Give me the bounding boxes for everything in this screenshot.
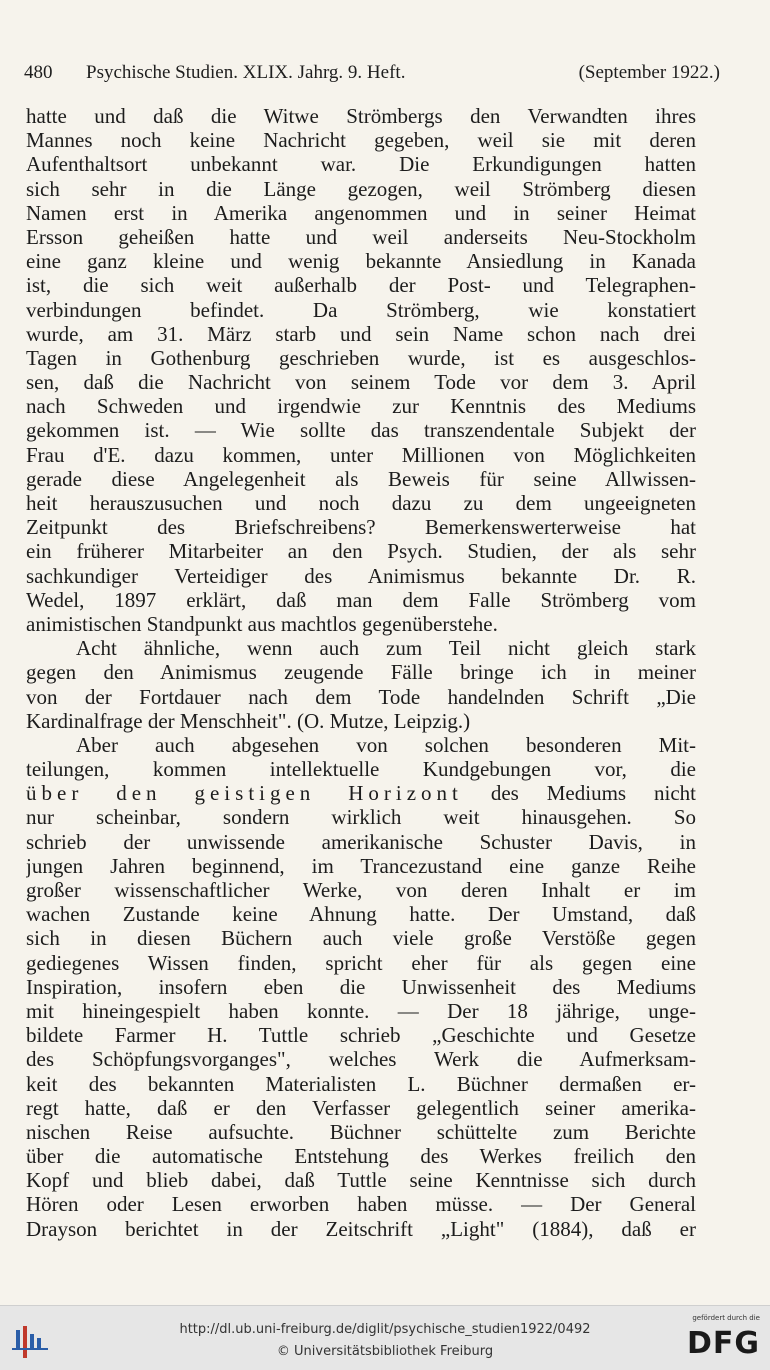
viewer-footer [0, 1305, 770, 1370]
text-line: gerade diese Angelegenheit als Beweis für seine Allwissen- [26, 466, 696, 491]
text-line: hatte und daß die Witwe Strömbergs den Verwandten ihres [26, 104, 696, 128]
running-title: Psychische Studien. XLIX. Jahrg. 9. Heft. [86, 62, 406, 83]
text-line: schrieb der unwissende amerikanische Schuster Davis, in [26, 829, 696, 854]
text-line: sachkundiger Verteidiger des Animismus bekannte Dr. R. [26, 563, 696, 588]
dfg-logo: DFG [686, 1326, 760, 1361]
text-line: nach Schweden und irgendwie zur Kenntnis des Mediums [26, 394, 696, 419]
text-line: ein früherer Mitarbeiter an den Psych. Studien, der als sehr [26, 539, 696, 564]
copyright-notice: © Universitätsbibliothek Freiburg [276, 1344, 494, 1359]
text-line: jungen Jahren beginnend, im Trancezustand eine ganze Reihe [26, 853, 696, 878]
text-line: Mannes noch keine Nachricht gegeben, weil sie mit deren [26, 128, 696, 153]
text-line-segment: des Mediums nicht [462, 781, 696, 806]
text-line: wachen Zustande keine Ahnung hatte. Der Umstand, daß [26, 902, 696, 927]
text-line: animistischen Standpunkt aus machtlos gegenüberstehe. [26, 611, 498, 636]
text-line: Kardinalfrage der Menschheit". (O. Mutze, Leipzig.) [26, 708, 471, 733]
text-line: Namen erst in Amerika angenommen und in seiner Heimat [26, 200, 696, 225]
running-header [24, 62, 744, 88]
page-number: 480 [24, 62, 53, 83]
text-line: gediegenes Wissen finden, spricht eher für als gegen eine [26, 950, 696, 975]
text-line: sich sehr in die Länge gezogen, weil Strömberg diesen [26, 176, 696, 201]
text-line: Zeitpunkt des Briefschreibens? Bemerkenswerterweise hat [26, 515, 696, 540]
text-line: Tagen in Gothenburg geschrieben wurde, ist es ausgeschlos- [26, 345, 696, 370]
text-line: Hören oder Lesen erworben haben müsse. — Der General [26, 1192, 696, 1217]
text-line: Drayson berichtet in der Zeitschrift „Light" (1884), daß er [26, 1216, 696, 1241]
issue-date: (September 1922.) [578, 62, 720, 83]
text-line: des Schöpfungsvorganges", welches Werk die Aufmerksam- [26, 1047, 696, 1072]
text-line: wurde, am 31. März starb und sein Name schon nach drei [26, 321, 696, 346]
text-line: heit herauszusuchen und noch dazu zu dem ungeeigneten [26, 491, 696, 515]
text-line: eine ganz kleine und wenig bekannte Ansiedlung in Kanada [26, 249, 696, 274]
dfg-sponsor[interactable] [680, 1314, 760, 1366]
permalink-url[interactable]: http://dl.ub.uni-freiburg.de/diglit/psychische_studien1922/0492 [179, 1322, 591, 1337]
body-text [26, 104, 696, 1241]
text-line: Kopf und blieb dabei, daß Tuttle seine Kenntnisse sich durch [26, 1168, 696, 1193]
spaced-emphasis: über den geistigen Horizont [26, 781, 463, 806]
text-line: gekommen ist. — Wie sollte das transzendentale Subjekt der [26, 418, 696, 443]
text-line: Ersson geheißen hatte und weil anderseits Neu-Stockholm [26, 224, 696, 249]
text-line: teilungen, kommen intellektuelle Kundgebungen vor, die [26, 757, 696, 782]
text-line: großer wissenschaftlicher Werke, von deren Inhalt er im [26, 878, 696, 902]
dfg-caption: gefördert durch die [692, 1314, 760, 1322]
text-line: sich in diesen Büchern auch viele große Verstöße gegen [26, 926, 696, 951]
text-line: regt hatte, daß er den Verfasser gelegentlich seiner amerika- [26, 1095, 696, 1120]
text-line [26, 781, 696, 805]
text-line: Acht ähnliche, wenn auch zum Teil nicht gleich stark [76, 636, 696, 661]
text-line: ist, die sich weit außerhalb der Post- und Telegraphen- [26, 273, 696, 298]
text-line: sen, daß die Nachricht von seinem Tode vor dem 3. April [26, 370, 696, 395]
text-line: Aber auch abgesehen von solchen besonderen Mit- [76, 732, 696, 757]
text-line: nischen Reise aufsuchte. Büchner schüttelte zum Berichte [26, 1119, 696, 1144]
text-line: bildete Farmer H. Tuttle schrieb „Geschichte und Gesetze [26, 1023, 696, 1048]
text-line: über die automatische Entstehung des Werkes freilich den [26, 1144, 696, 1169]
text-line: mit hineingespielt haben konnte. — Der 18 jährige, unge- [26, 998, 696, 1023]
text-line: Frau d'E. dazu kommen, unter Millionen von Möglichkeiten [26, 442, 696, 467]
text-line: Inspiration, insofern eben die Unwissenheit des Mediums [26, 974, 696, 999]
text-line: gegen den Animismus zeugende Fälle bringe ich in meiner [26, 660, 696, 685]
text-line: verbindungen befindet. Da Strömberg, wie konstatiert [26, 297, 696, 322]
text-line: Wedel, 1897 erklärt, daß man dem Falle Strömberg vom [26, 587, 696, 612]
text-line: von der Fortdauer nach dem Tode handelnden Schrift „Die [26, 684, 696, 709]
text-line: keit des bekannten Materialisten L. Büchner dermaßen er- [26, 1071, 696, 1096]
text-line: nur scheinbar, sondern wirklich weit hinausgehen. So [26, 805, 696, 830]
text-line: Aufenthaltsort unbekannt war. Die Erkundigungen hatten [26, 152, 696, 177]
